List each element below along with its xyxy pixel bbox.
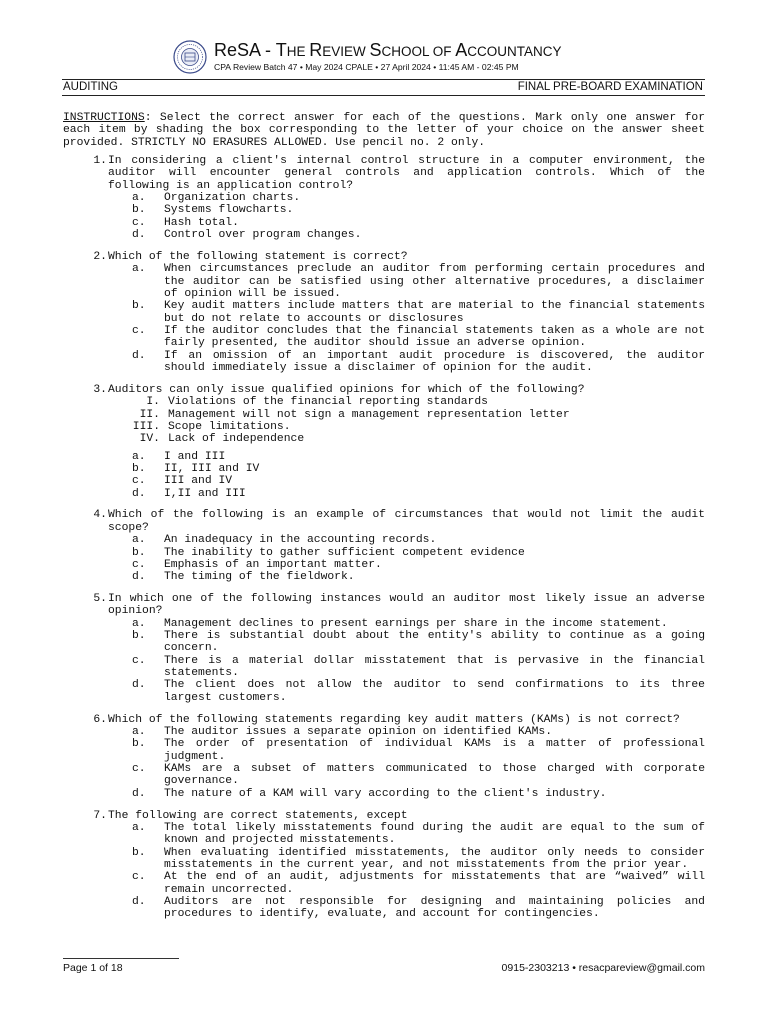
batch-info: CPA Review Batch 47 • May 2024 CPALE • 27 April 2024 • 11:45 AM - 02:45 PM	[214, 62, 519, 72]
option-letter: d.	[132, 679, 146, 692]
option-text: Control over program changes.	[164, 229, 362, 242]
question-body	[108, 155, 705, 241]
question-number: 7.	[93, 809, 107, 822]
option-letter: a.	[132, 617, 146, 630]
option-text: There is a material dollar misstatement that is pervasive in the financial statements.	[164, 654, 705, 680]
question-4	[63, 509, 705, 583]
option-letter: a.	[132, 821, 146, 834]
question-2	[63, 251, 705, 374]
question-3	[63, 384, 705, 500]
subject-bar	[62, 79, 705, 96]
option-text: II, III and IV	[164, 462, 260, 475]
option-text: An inadequacy in the accounting records.	[164, 534, 437, 547]
option-letter: a.	[132, 263, 146, 276]
exam-content	[63, 112, 705, 930]
roman-text: Lack of independence	[168, 433, 305, 446]
roman-numeral: II.	[139, 408, 160, 421]
question-stem: In which one of the following instances would an auditor most likely issue an adverse opinion?	[108, 593, 705, 618]
answer-option	[108, 738, 705, 763]
answer-option	[108, 192, 705, 204]
resa-seal-icon	[173, 40, 207, 74]
answer-option	[108, 217, 705, 229]
instructions-label: INSTRUCTIONS	[63, 112, 145, 124]
answer-option	[108, 229, 705, 241]
option-letter: d.	[132, 571, 146, 584]
option-letter: b.	[132, 546, 146, 559]
answer-option	[108, 571, 705, 583]
answer-option	[108, 534, 705, 546]
page-number: Page 1 of 18	[63, 962, 123, 974]
question-stem: Which of the following is an example of circumstances that would not limit the audit scope?	[108, 509, 705, 534]
question-body	[108, 509, 705, 583]
roman-text: Violations of the financial reporting standards	[168, 396, 488, 409]
question-body	[108, 714, 705, 800]
option-letter: d.	[132, 487, 146, 500]
answer-option	[108, 204, 705, 216]
question-body	[108, 810, 705, 921]
answer-option	[108, 896, 705, 921]
question-list	[63, 155, 705, 921]
option-letter: d.	[132, 349, 146, 362]
option-letter: c.	[132, 558, 146, 571]
answer-option	[108, 618, 705, 630]
option-text: Emphasis of an important matter.	[164, 558, 382, 571]
roman-item	[108, 433, 705, 445]
answer-option	[108, 350, 705, 375]
answer-option	[108, 547, 705, 559]
footer-rule	[63, 958, 179, 959]
option-letter: b.	[132, 300, 146, 313]
option-text: There is substantial doubt about the entity's ability to continue as a going concern.	[164, 630, 705, 655]
answer-option	[108, 475, 705, 487]
question-number: 1.	[93, 155, 107, 168]
question-5	[63, 593, 705, 704]
roman-numeral: III.	[132, 420, 160, 433]
question-1	[63, 155, 705, 241]
answer-option	[108, 630, 705, 655]
school-title: ReSA - THE REVIEW SCHOOL OF ACCOUNTANCY	[214, 40, 562, 60]
option-text: At the end of an audit, adjustments for misstatements that are “waived” will remain uncorrected.	[164, 871, 705, 896]
option-letter: b.	[132, 462, 146, 475]
option-text: Systems flowcharts.	[164, 204, 294, 217]
option-text: The nature of a KAM will vary according to the client's industry.	[164, 787, 607, 800]
option-letter: b.	[132, 204, 146, 217]
question-body	[108, 384, 705, 500]
answer-option	[108, 726, 705, 738]
answer-option	[108, 871, 705, 896]
roman-numeral: I.	[146, 396, 160, 409]
instructions-text: : Select the correct answer for each of the questions. Mark only one answer for each item by shading the box corresponding to the letter of your choice on the answer sheet provided. STRICTLY NO ERASURES ALLOWED. Use pencil no. 2 only.	[63, 112, 705, 149]
option-text: KAMs are a subset of matters communicated to those charged with corporate governance.	[164, 763, 705, 788]
option-letter: c.	[132, 763, 146, 775]
answer-option	[108, 451, 705, 463]
option-letter: c.	[132, 475, 146, 488]
option-letter: a.	[132, 450, 146, 463]
question-body	[108, 251, 705, 374]
answer-option	[108, 655, 705, 680]
option-letter: d.	[132, 787, 146, 800]
option-text: I,II and III	[164, 487, 246, 500]
answer-option	[108, 788, 705, 800]
question-body	[108, 593, 705, 704]
answer-option	[108, 263, 705, 300]
option-text: The inability to gather sufficient competent evidence	[164, 546, 525, 559]
exam-label: FINAL PRE-BOARD EXAMINATION	[517, 81, 703, 93]
option-text: Hash total.	[164, 216, 239, 229]
option-text: Organization charts.	[164, 192, 301, 205]
question-7	[63, 810, 705, 921]
option-text: The timing of the fieldwork.	[164, 571, 355, 584]
answer-option	[108, 822, 705, 847]
answer-option	[108, 847, 705, 872]
option-text: The order of presentation of individual KAMs is a matter of professional judgment.	[164, 738, 705, 763]
question-stem: In considering a client's internal control structure in a computer environment, the auditor will encounter general controls and application controls. Which of the following is an application control?	[108, 155, 705, 192]
option-text: The total likely misstatements found during the audit are equal to the sum of known and projected misstatements.	[164, 821, 705, 847]
option-letter: c.	[132, 325, 146, 337]
roman-numeral: IV.	[139, 433, 160, 446]
option-letter: b.	[132, 738, 146, 751]
question-number: 2.	[93, 250, 107, 263]
question-number: 4.	[93, 509, 107, 522]
contact-info: 0915-2303213 • resacpareview@gmail.com	[501, 962, 705, 974]
roman-text: Management will not sign a management representation letter	[168, 408, 570, 421]
answer-option	[108, 763, 705, 788]
option-letter: c.	[132, 216, 146, 229]
question-stem: Which of the following statement is correct?	[108, 250, 408, 263]
option-text: When evaluating identified misstatements, the auditor only needs to consider misstatements in the current year, and not misstatements from the prior year.	[164, 846, 705, 871]
option-text: The client does not allow the auditor to send confirmations to its three largest customers.	[164, 679, 705, 704]
option-text: When circumstances preclude an auditor from performing certain procedures and the auditor can be satisfied using other alternative procedures, a disclaimer of opinion will be issued.	[164, 263, 705, 300]
answer-option	[108, 300, 705, 325]
question-6	[63, 714, 705, 800]
answer-option	[108, 325, 705, 350]
question-number: 6.	[93, 713, 107, 726]
option-text: If an omission of an important audit procedure is discovered, the auditor should immediately issue a disclaimer of opinion for the audit.	[164, 349, 705, 375]
option-letter: d.	[132, 895, 146, 908]
option-text: The auditor issues a separate opinion on identified KAMs.	[164, 725, 553, 738]
option-letter: b.	[132, 846, 146, 859]
option-letter: a.	[132, 534, 146, 547]
answer-option	[108, 463, 705, 475]
option-text: III and IV	[164, 475, 233, 488]
answer-option	[108, 488, 705, 500]
subject-label: AUDITING	[63, 81, 118, 93]
option-text: Auditors are not responsible for designing and maintaining policies and procedures to identify, evaluate, and account for contingencies.	[164, 895, 705, 921]
option-text: Management declines to present earnings per share in the income statement.	[164, 617, 668, 630]
option-text: If the auditor concludes that the financial statements taken as a whole are not fairly presented, the auditor should issue an adverse opinion.	[164, 325, 705, 350]
answer-option	[108, 559, 705, 571]
question-number: 5.	[93, 593, 107, 606]
option-text: I and III	[164, 450, 226, 463]
question-stem: Which of the following statements regarding key audit matters (KAMs) is not correct?	[108, 713, 680, 726]
option-letter: d.	[132, 229, 146, 242]
roman-item	[108, 396, 705, 408]
option-text: Key audit matters include matters that are material to the financial statements but do not relate to accounts or disclosures	[164, 300, 705, 325]
instructions	[63, 112, 705, 149]
answer-option	[108, 679, 705, 704]
option-letter: c.	[132, 871, 146, 884]
option-letter: c.	[132, 654, 146, 667]
question-stem: The following are correct statements, except	[108, 809, 408, 822]
option-letter: a.	[132, 725, 146, 738]
roman-text: Scope limitations.	[168, 420, 291, 433]
question-stem: Auditors can only issue qualified opinions for which of the following?	[108, 383, 585, 396]
question-number: 3.	[93, 383, 107, 396]
roman-item	[108, 409, 705, 421]
roman-item	[108, 421, 705, 433]
option-letter: b.	[132, 630, 146, 643]
option-letter: a.	[132, 192, 146, 205]
